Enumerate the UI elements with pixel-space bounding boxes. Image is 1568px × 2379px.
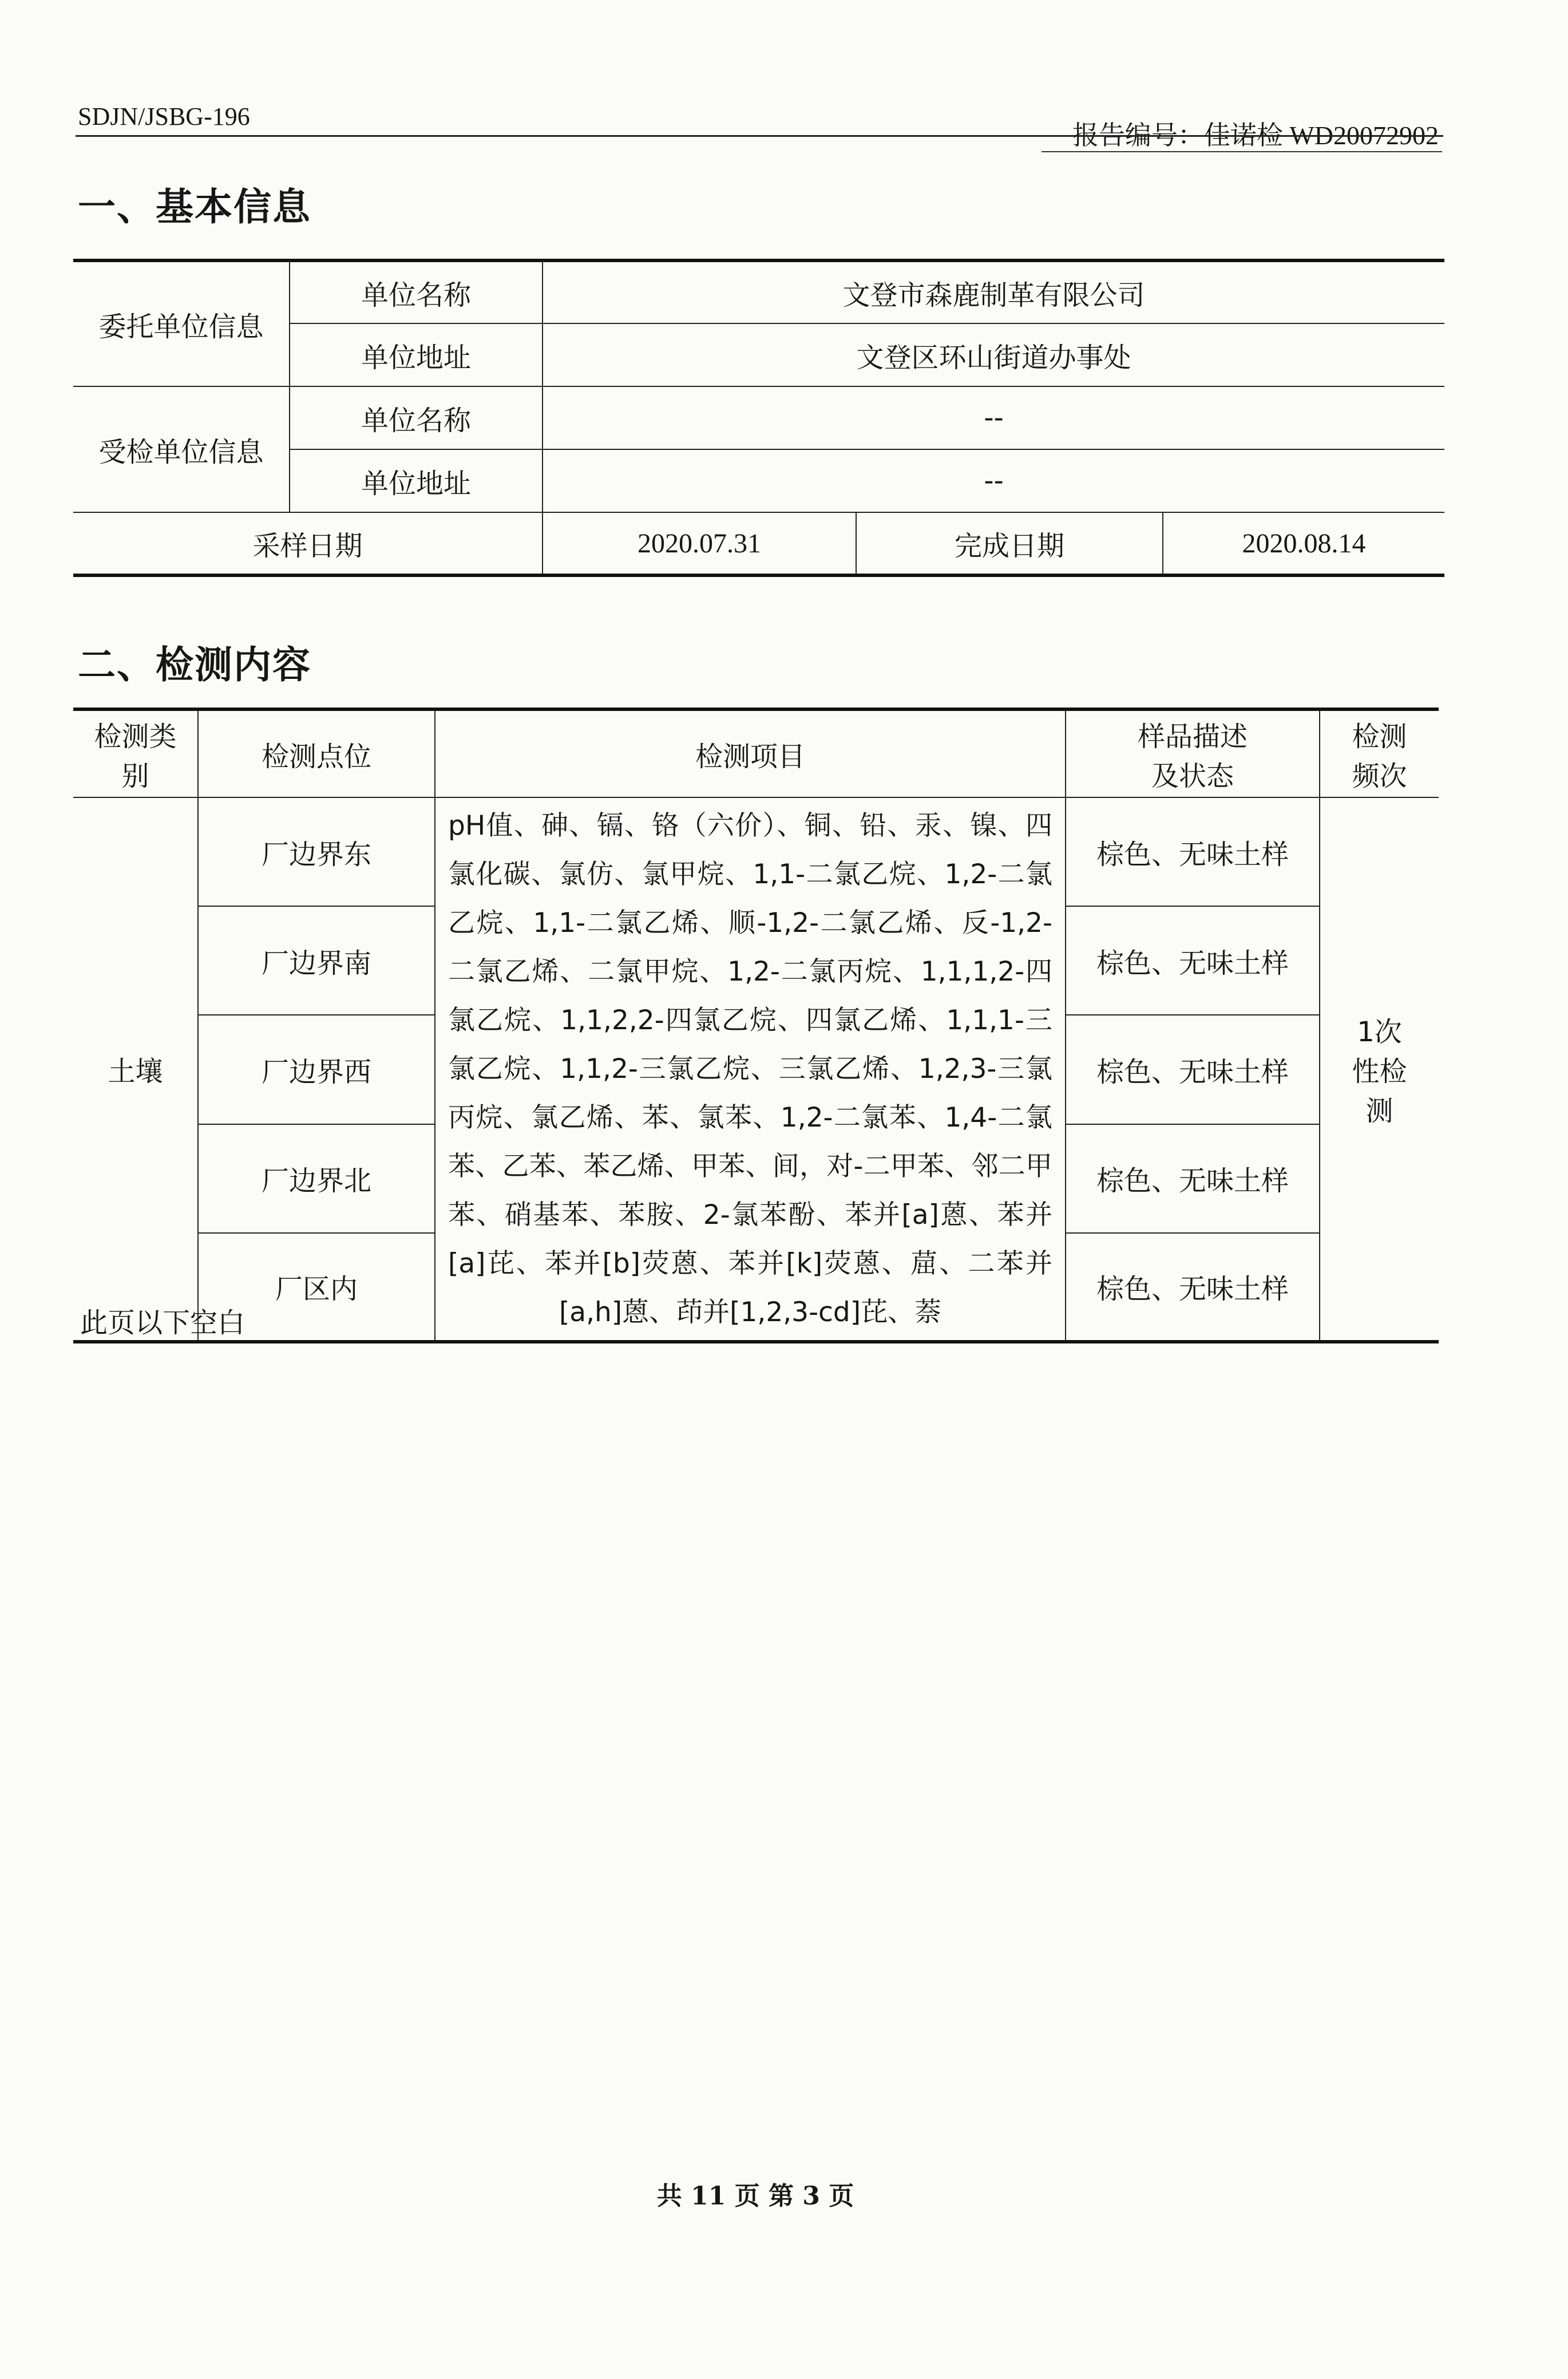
inspected-name-value: --	[543, 386, 1444, 449]
inspected-group-label: 受检单位信息	[73, 386, 290, 512]
test-content-table	[73, 708, 1439, 1343]
sample-cell: 棕色、无味土样	[1066, 1124, 1320, 1233]
inspected-address-value: --	[543, 449, 1444, 512]
frequency-cell: 1次性检测	[1320, 797, 1439, 1342]
point-cell: 厂边界南	[198, 906, 435, 1015]
report-number: 报告编号：佳诺检 WD20072902	[1072, 121, 1439, 150]
point-cell: 厂边界北	[198, 1124, 435, 1233]
header-point: 检测点位	[198, 709, 435, 797]
client-address-label: 单位地址	[290, 323, 543, 386]
header-sample: 样品描述及状态	[1066, 709, 1320, 797]
category-cell: 土壤	[73, 797, 198, 1342]
completion-date-label: 完成日期	[856, 512, 1163, 575]
section-basic-info-title: 一、基本信息	[78, 185, 311, 229]
section-test-content-title: 二、检测内容	[78, 643, 311, 687]
sample-cell: 棕色、无味土样	[1066, 1015, 1320, 1124]
sample-cell: 棕色、无味土样	[1066, 797, 1320, 906]
header-frequency: 检测频次	[1320, 709, 1439, 797]
inspected-address-label: 单位地址	[290, 449, 543, 512]
test-items-cell: pH值、砷、镉、铬（六价）、铜、铅、汞、镍、四氯化碳、氯仿、氯甲烷、1,1-二氯乙烷、1,2-二氯乙烷、1,1-二氯乙烯、顺-1,2-二氯乙烯、反-1,2-二氯乙烯、二氯甲烷、1,2-二氯丙烷、1,1,1,2-四氯乙烷、1,1,2,2-四氯乙烷、四氯乙烯、1,1,1-三氯乙烷、1,1,2-三氯乙烷、三氯乙烯、1,2,3-三氯丙烷、氯乙烯、苯、氯苯、1,2-二氯苯、1,4-二氯苯、乙苯、苯乙烯、甲苯、间，对-二甲苯、邻二甲苯、硝基苯、苯胺、2-氯苯酚、苯并[a]蒽、苯并[a]芘、苯并[b]荧蒽、苯并[k]荧蒽、䓛、二苯并[a,h]蒽、茚并[1,2,3-cd]芘、萘	[435, 797, 1066, 1342]
header-rule	[76, 135, 1443, 137]
sample-cell: 棕色、无味土样	[1066, 1233, 1320, 1342]
sample-cell: 棕色、无味土样	[1066, 906, 1320, 1015]
point-cell: 厂区内	[198, 1233, 435, 1342]
page-footer: 共 11 页 第 3 页	[656, 2182, 854, 2211]
client-group-label: 委托单位信息	[73, 260, 290, 386]
inspected-name-label: 单位名称	[290, 386, 543, 449]
sampling-date-label: 采样日期	[73, 512, 543, 575]
client-address-value: 文登区环山街道办事处	[543, 323, 1444, 386]
sampling-date-value: 2020.07.31	[543, 512, 856, 575]
blank-below-note: 此页以下空白	[80, 1307, 246, 1339]
point-cell: 厂边界西	[198, 1015, 435, 1124]
document-code: SDJN/JSBG-196	[78, 102, 250, 131]
point-cell: 厂边界东	[198, 797, 435, 906]
completion-date-value: 2020.08.14	[1163, 512, 1444, 575]
client-name-value: 文登市森鹿制革有限公司	[543, 260, 1444, 323]
header-rule-underline	[1042, 151, 1442, 152]
basic-info-table	[73, 259, 1444, 577]
header-category: 检测类别	[73, 709, 198, 797]
client-name-label: 单位名称	[290, 260, 543, 323]
header-items: 检测项目	[435, 709, 1066, 797]
